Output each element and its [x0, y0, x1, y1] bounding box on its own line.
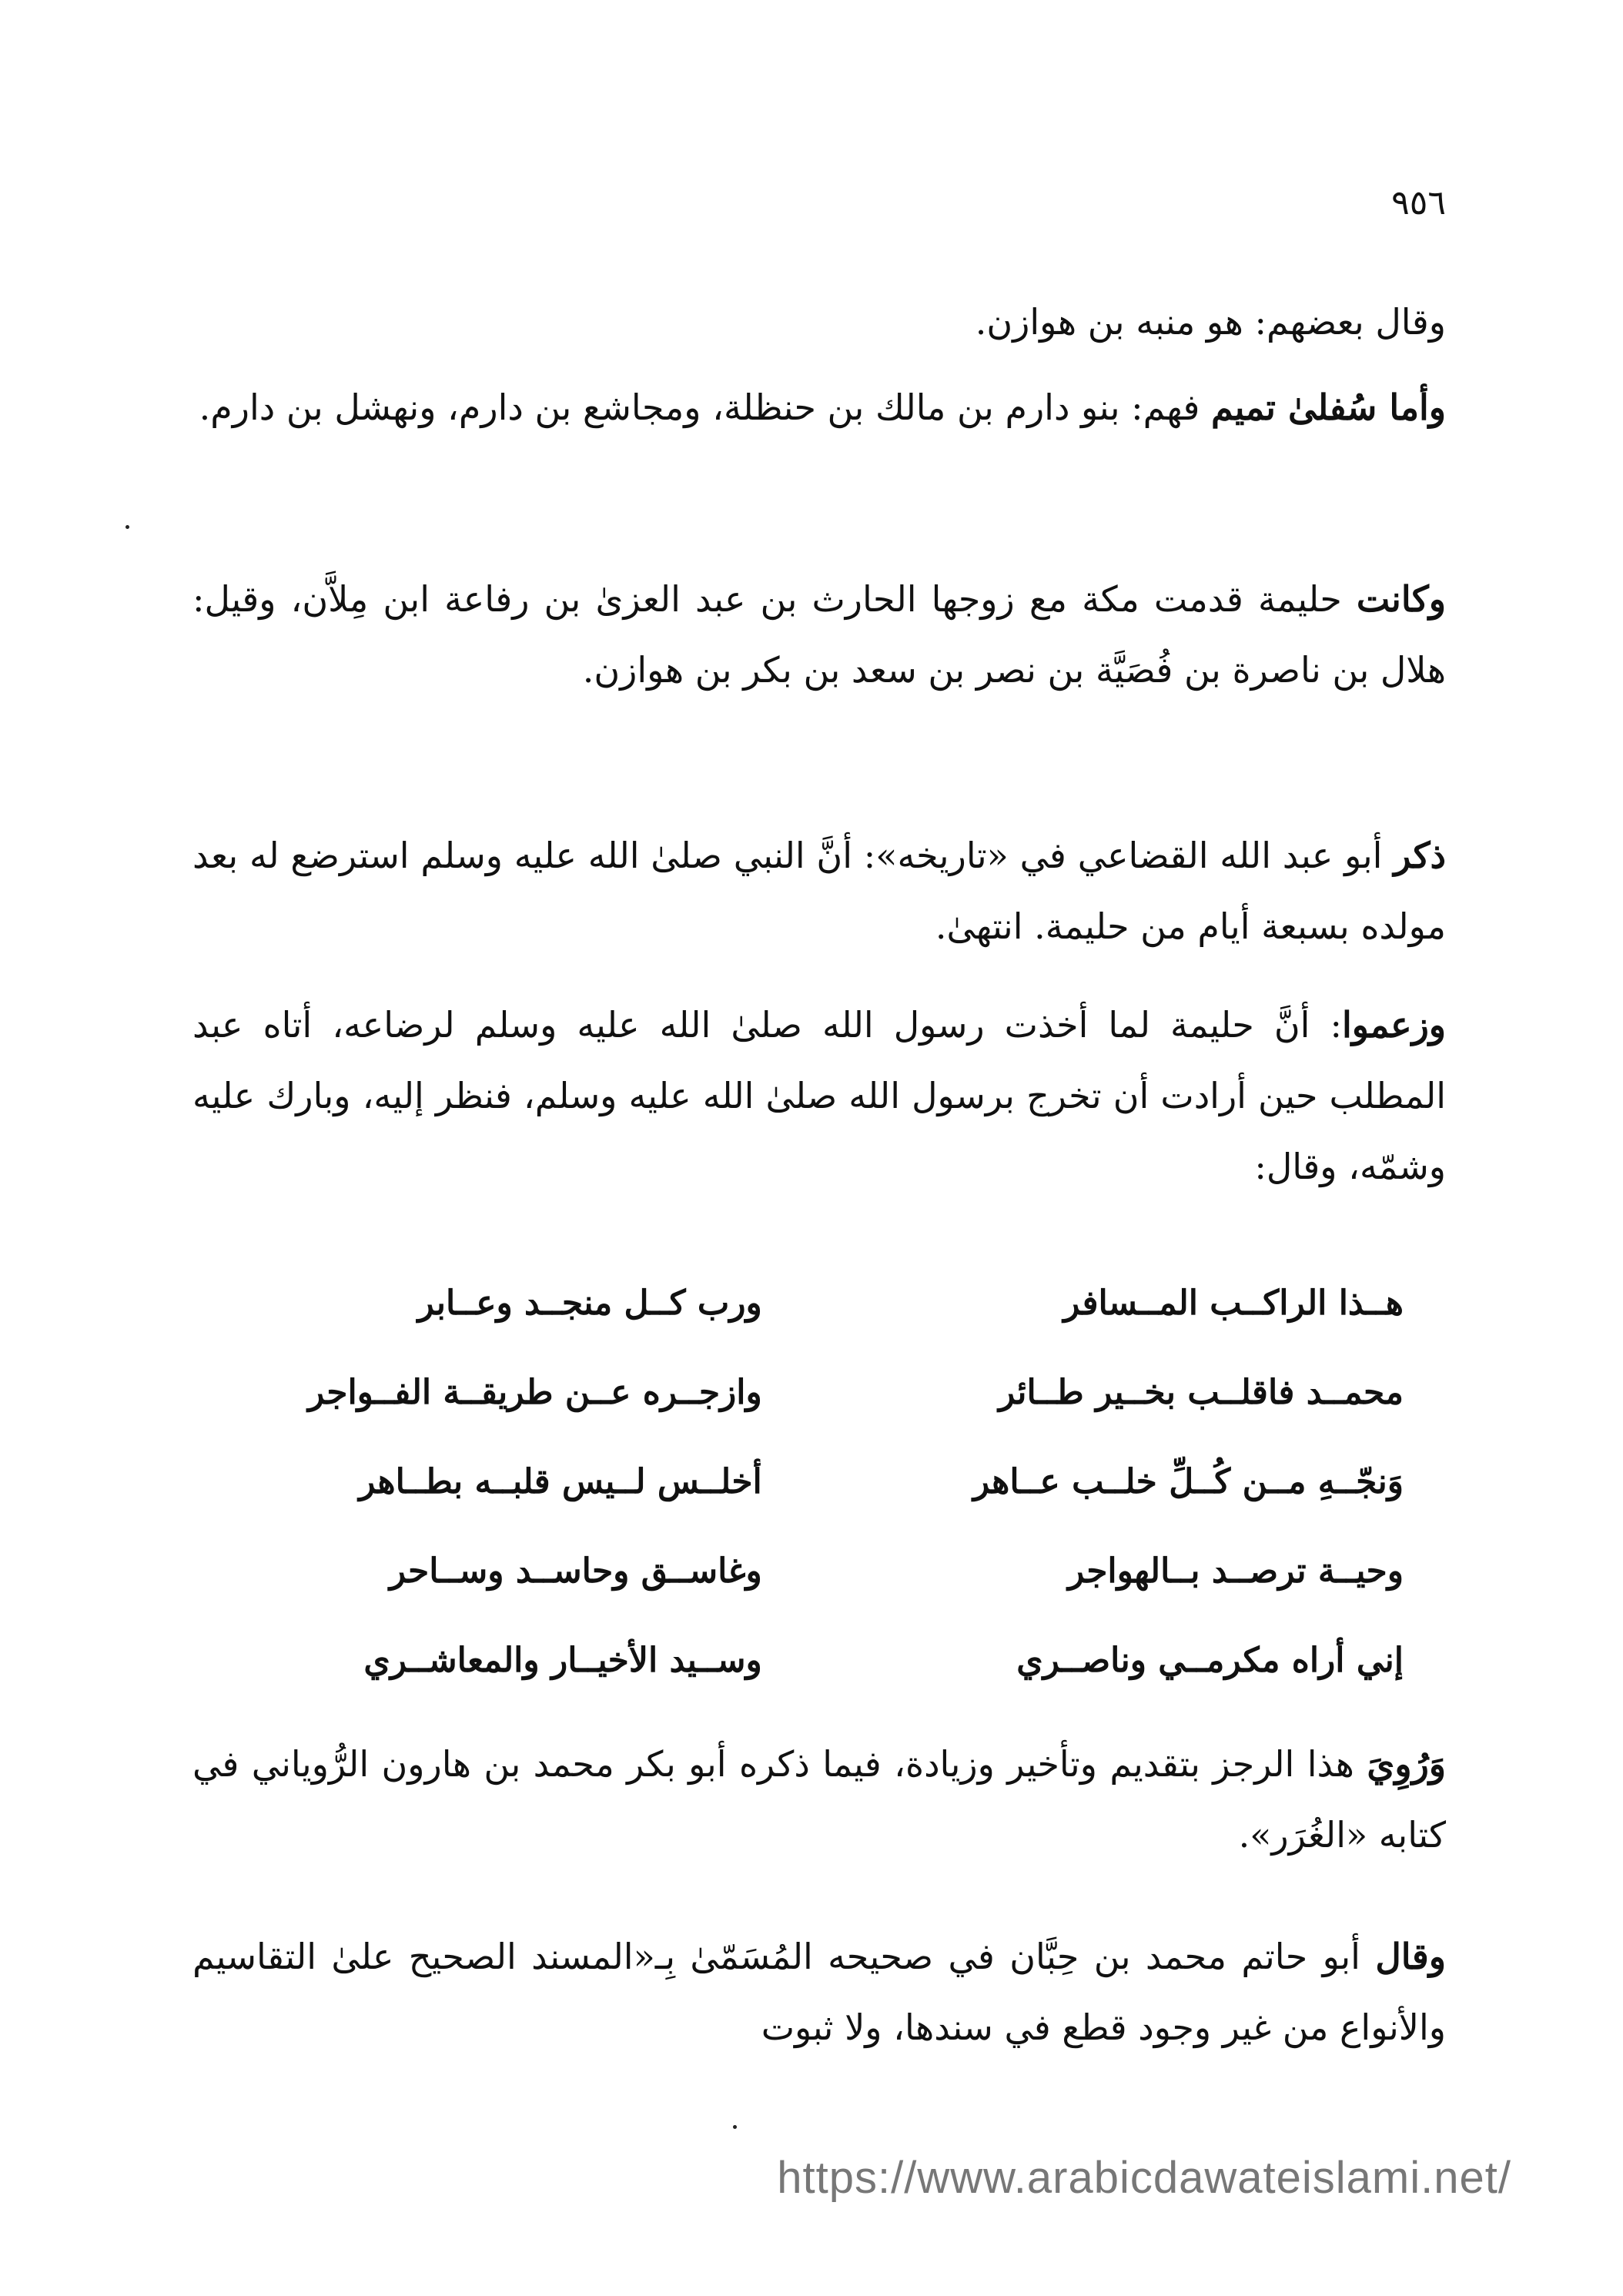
verse-line	[216, 1348, 1404, 1438]
verse-first-hemistich: وحيــة ترصــد بــالهواجر	[1067, 1551, 1404, 1591]
paragraph-text: : أنَّ حليمة لما أخذت رسول الله صلىٰ الله عليه وسلم لرضاعه، أتاه عبد المطلب حين أرادت أن تخرج برسول الله صلىٰ الله عليه وسلم، فنظر إليه، وبارك عليه وشمّه، وقال:	[192, 1004, 1446, 1187]
page-number: ٩٥٦	[1391, 183, 1446, 223]
paragraph-text: حليمة قدمت مكة مع زوجها الحارث بن عبد العزىٰ بن رفاعة ابن مِلاَّن، وقيل: هلال بن ناصرة بن فُصَيَّة بن نصر بن سعد بن بكر بن هوازن.	[192, 578, 1446, 691]
paragraph-lead: وأما سُفلىٰ تميم	[1211, 387, 1446, 428]
paragraph-text: فهم: بنو دارم بن مالك بن حنظلة، ومجاشع بن دارم، ونهشل بن دارم.	[199, 387, 1212, 428]
verse-first-hemistich: إني أراه مكرمــي وناصــري	[1016, 1641, 1404, 1680]
paragraph-3	[192, 564, 1446, 705]
paragraph-lead: وقال	[1375, 1936, 1446, 1977]
paragraph-5	[192, 989, 1446, 1202]
verse-first-hemistich: محمــد فاقلــب بخــير طــائر	[999, 1373, 1404, 1412]
verse-line	[216, 1527, 1404, 1616]
scan-speck	[733, 2125, 737, 2129]
paragraph-text: أبو حاتم محمد بن حِبَّان في صحيحه المُسَمّىٰ بِـ«المسند الصحيح علىٰ التقاسيم والأنواع من غير وجود قطع في سندها، ولا ثبوت	[192, 1936, 1446, 2048]
paragraph-4	[192, 820, 1446, 962]
verse-second-hemistich: ورب كــل منجــد وعــابر	[417, 1284, 762, 1323]
paragraph-lead: وكانت	[1356, 578, 1446, 620]
verse-line	[216, 1616, 1404, 1705]
paragraph-lead: ذكر	[1394, 835, 1446, 876]
paragraph-1	[192, 286, 1446, 357]
paragraph-text: هذا الرجز بتقديم وتأخير وزيادة، فيما ذكره أبو بكر محمد بن هارون الرُّوياني في كتابه «الغُرَر».	[192, 1743, 1446, 1856]
verse-second-hemistich: أخلــس لــيس قلبــه بطــاهر	[359, 1462, 762, 1501]
verse-first-hemistich: وَنجّــهِ مــن كُــلِّ خلــب عــاهر	[972, 1462, 1404, 1501]
paragraph-6	[192, 1729, 1446, 1870]
verse-second-hemistich: وازجــره عــن طريقــة الفــواجر	[307, 1373, 762, 1412]
paragraph-2	[192, 372, 1446, 443]
verse-line	[216, 1259, 1404, 1348]
paragraph-text: وقال بعضهم: هو منبه بن هوازن.	[975, 301, 1446, 343]
scan-speck	[125, 525, 129, 529]
paragraph-text: أبو عبد الله القضاعي في «تاريخه»: أنَّ النبي صلىٰ الله عليه وسلم استرضع له بعد مولده بسبعة أيام من حليمة. انتهىٰ.	[192, 835, 1446, 947]
watermark-url: https://www.arabicdawateislami.net/	[777, 2153, 1511, 2203]
paragraph-lead: وزعموا	[1341, 1004, 1446, 1046]
verse-first-hemistich: هــذا الراكــب المــسافر	[1063, 1284, 1404, 1323]
verse-line	[216, 1438, 1404, 1527]
verse-second-hemistich: وســيد الأخيــار والمعاشــري	[363, 1641, 762, 1680]
verse-second-hemistich: وغاســق وحاســد وســاحر	[389, 1551, 762, 1591]
verse-block	[216, 1259, 1404, 1705]
paragraph-7	[192, 1921, 1446, 2063]
paragraph-lead: وَرُوِيَ	[1367, 1743, 1446, 1785]
